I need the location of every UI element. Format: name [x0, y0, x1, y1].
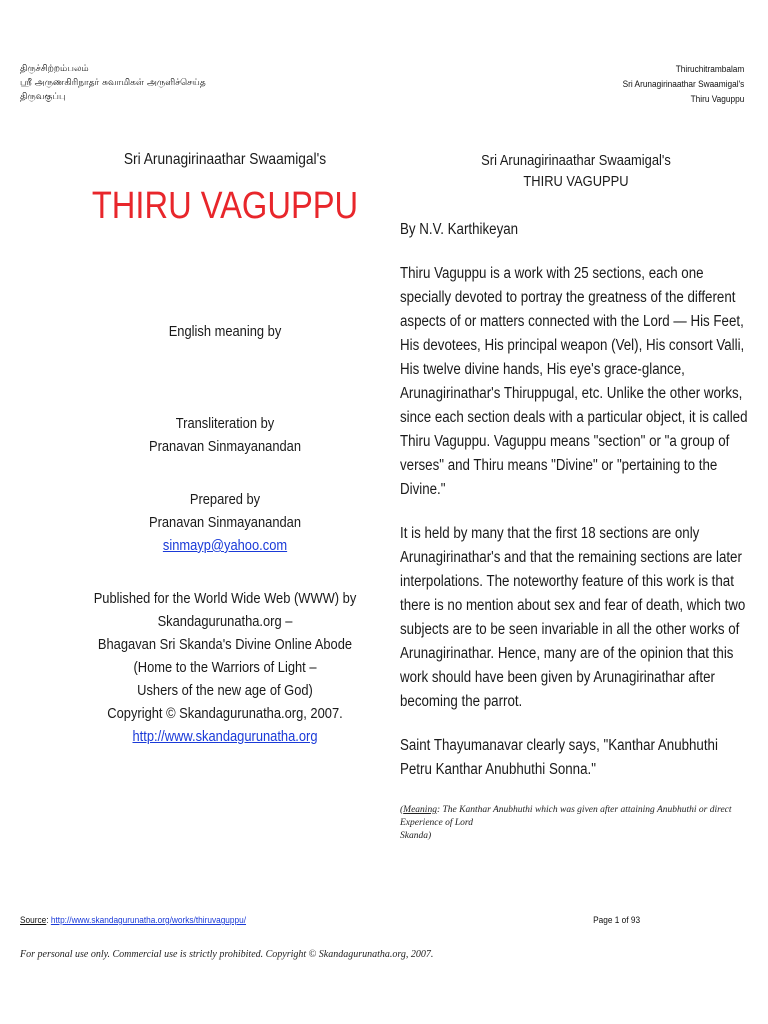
published-line-5: Ushers of the new age of God): [137, 682, 313, 699]
prepared-block: [60, 488, 390, 557]
header-tamil-line-3: திருவகுப்பு: [20, 92, 66, 102]
header-tamil-line-2: ஸ்ரீ அருணகிரிநாதர் சுவாமிகள் அருளிச்செய்த: [20, 78, 206, 88]
prepared-name: Pranavan Sinmayanandan: [148, 514, 302, 531]
right-title: THIRU VAGUPPU: [523, 173, 629, 190]
published-line-2: Skandagurunatha.org –: [157, 613, 293, 630]
byline: By N.V. Karthikeyan: [400, 221, 519, 238]
paragraph-2: It is held by many that the first 18 sections are only Arunagirinathar's and that the remaining sections are later interpolations. The noteworthy feature of this work is that there is no mention about sex and fear of death, which two subjects are to be seen invariable in all the other works of Arunagirinathar. Hence, many are of the opinion that this work should have been given by Arunagirinathar after becoming the parrot.: [400, 525, 746, 710]
website-link[interactable]: http://www.skandagurunatha.org: [132, 728, 318, 745]
footer-source: Source: http://www.skandagurunatha.org/works/thiruvaguppu/: [20, 915, 247, 925]
paragraph-3: Saint Thayumanavar clearly says, "Kanthar Anubhuthi Petru Kanthar Anubhuthi Sonna.": [400, 737, 718, 778]
email-link[interactable]: sinmayp@yahoo.com: [162, 537, 288, 554]
left-subtitle: Sri Arunagirinaathar Swaamigal's: [123, 151, 327, 168]
transliteration-name: Pranavan Sinmayanandan: [148, 438, 302, 455]
main-title: THIRU VAGUPPU: [91, 185, 359, 227]
right-heading: [400, 150, 752, 192]
source-label: Source: [20, 915, 47, 925]
transliteration-block: [60, 412, 390, 458]
header-right-english: [622, 62, 744, 107]
header-english-line-3: Thiru Vaguppu: [690, 94, 744, 104]
published-line-3: Bhagavan Sri Skanda's Divine Online Abode: [97, 636, 353, 653]
introduction-column: [400, 150, 752, 843]
published-line-1: Published for the World Wide Web (WWW) by: [93, 590, 357, 607]
published-block: [60, 587, 390, 748]
header-english-line-2: Sri Arunagirinaathar Swaamigal's: [622, 79, 744, 89]
header-english-line-1: Thiruchitrambalam: [675, 64, 744, 74]
prepared-label: Prepared by: [189, 491, 261, 508]
meaning-note: (Meaning: The Kanthar Anubhuthi which was given after attaining Anubhuthi or direct Experience of Lord Skanda): [400, 805, 732, 841]
source-link[interactable]: http://www.skandagurunatha.org/works/thiruvaguppu/: [50, 915, 247, 925]
header-tamil-line-1: திருச்சிற்றம்பலம்: [20, 64, 89, 74]
meaning-label: Meaning: [403, 805, 437, 815]
paragraph-1: Thiru Vaguppu is a work with 25 sections, each one specially devoted to portray the greatness of the different aspects of or matters connected with the Lord — His Feet, His devotees, His principal weapon (Vel), His consort Valli, His twelve divine hands, His eye's grace-glance, Arunagirinathar's Thiruppugal, etc. Unlike the other works, since each section deals with a particular object, it is called Thiru Vaguppu. Vaguppu means "section" or "a group of verses" and Thiru means "Divine" or "pertaining to the Divine.": [400, 265, 748, 498]
published-line-4: (Home to the Warriors of Light –: [133, 659, 317, 676]
right-subtitle: Sri Arunagirinaathar Swaamigal's: [481, 152, 671, 169]
page-number: Page 1 of 93: [593, 915, 640, 925]
english-meaning-label: English meaning by: [168, 323, 282, 340]
copyright-notice: For personal use only. Commercial use is strictly prohibited. Copyright © Skandagurunatha.org, 2007.: [20, 949, 434, 960]
transliteration-label: Transliteration by: [175, 415, 275, 432]
header-left-tamil: [20, 62, 206, 104]
title-page-column: [60, 150, 390, 748]
copyright-line: Copyright © Skandagurunatha.org, 2007.: [107, 705, 343, 722]
